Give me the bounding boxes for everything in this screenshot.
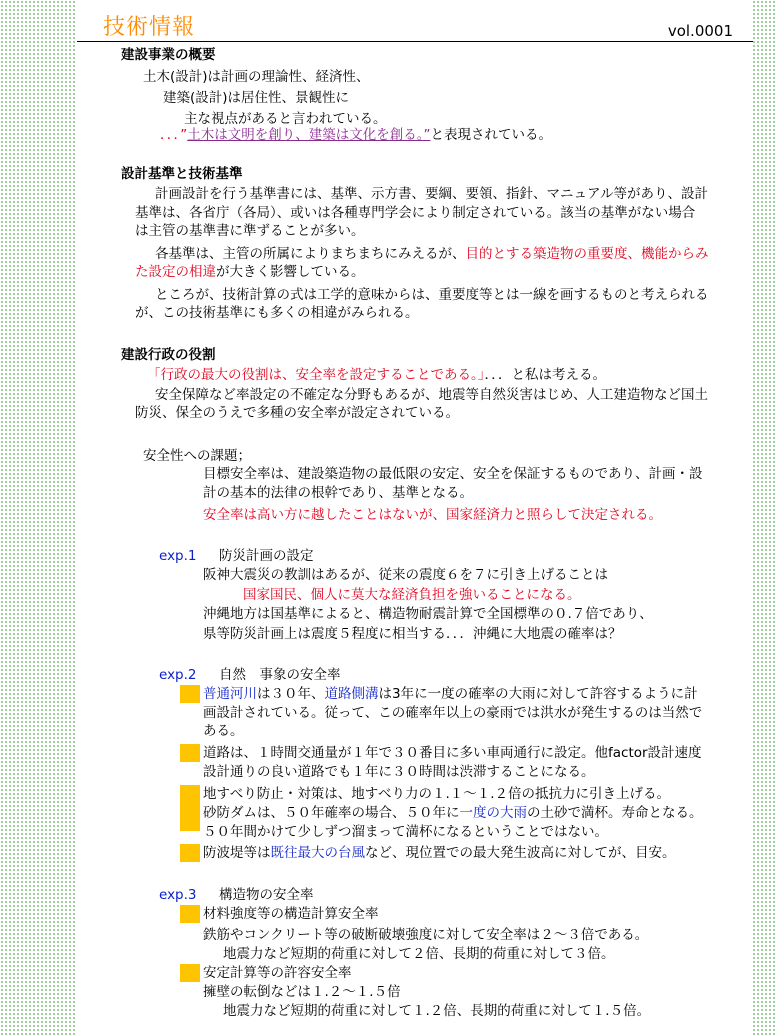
page-title: 技術情報	[103, 15, 196, 40]
highlight-text: 国家国民、個人に莫大な経済負担を強いることになる。	[243, 587, 581, 603]
blue-term: 普通河川	[203, 686, 257, 702]
text-span: ．．．と私は考える。	[484, 367, 606, 383]
text-line: 土木(設計)は計画の理論性、経済性、	[143, 69, 370, 85]
example-title: 防災計画の設定	[219, 548, 314, 564]
ellipsis: ．．．”	[160, 127, 188, 143]
text-line	[203, 685, 698, 703]
text-line	[135, 263, 365, 281]
text-line: 建築(設計)は居住性、景観性に	[163, 90, 350, 106]
volume-number: vol.0001	[667, 22, 733, 40]
text-line: 県等防災計画上は震度５程度に相当する．．．沖縄に大地震の確率は？	[203, 626, 622, 642]
text-line: 主な視点があると言われている。	[184, 111, 387, 127]
highlight-marker	[180, 785, 200, 831]
highlight-text: 安全率は高い方に越したことはないが、国家経済力と照らして決定される。	[203, 507, 662, 523]
text-span: 各基準は、主管の所属によりまちまちにみえるが、	[155, 246, 466, 262]
header	[77, 0, 753, 42]
example-label: exp.3	[159, 887, 197, 903]
text-line: 防災、保全のうえで多種の安全率が設定されている。	[135, 405, 459, 421]
example-label: exp.2	[159, 667, 197, 683]
text-line: は主管の基準書に準ずることが多い。	[135, 223, 365, 239]
text-line: 道路は、１時間交通量が１年で３０番目に多い車両通行に設定。他factor設計速度	[203, 745, 702, 761]
text-line: 目標安全率は、建設築造物の最低限の安定、安全を保証するものであり、計画・設	[203, 466, 703, 482]
text-span: 砂防ダムは、５０年確率の場合、５０年に	[203, 805, 460, 821]
highlight-text: 「行政の最大の役割は、安全率を設定することである。」	[147, 367, 485, 383]
text-line: 鉄筋やコンクリート等の破断破壊強度に対して安全率は２～３倍である。	[203, 927, 649, 943]
text-span: は3年に一度の確率の大雨に対して許容するように計	[378, 686, 698, 702]
text-line: ５０年間かけて少しずつ溜まって満杯になるということではない。	[203, 824, 608, 840]
text-line: 擁壁の転倒などは１.２～１.５倍	[203, 984, 401, 1000]
text-line	[155, 245, 709, 263]
blue-term: 一度の大雨	[459, 805, 527, 821]
text-line	[147, 366, 606, 384]
text-line: ある。	[203, 723, 244, 739]
example-title: 構造物の安全率	[219, 887, 314, 903]
text-line: 計画設計を行う基準書には、基準、示方書、要綱、要領、指針、マニュアル等があり、設計	[155, 186, 708, 202]
text-line: 材料強度等の構造計算安全率	[203, 906, 379, 922]
text-line	[203, 804, 703, 822]
text-span: 防波堤等は	[203, 845, 271, 861]
header-rule	[77, 41, 753, 42]
document-page	[77, 0, 753, 1036]
highlight-marker	[180, 905, 200, 923]
text-line: 設計通りの良い道路でも１年に３０時間は渋滞することになる。	[203, 764, 595, 780]
subheading-safety-issues: 安全性への課題；	[143, 448, 251, 464]
highlight-text: 目的とする築造物の重要度、機能からみ	[465, 246, 709, 262]
section-heading-administration: 建設行政の役割	[121, 347, 216, 363]
text-line	[203, 844, 676, 862]
text-line: ところが、技術計算の式は工学的意味からは、重要度等とは一線を画するものと考えられる	[155, 287, 709, 303]
highlight-marker	[180, 685, 200, 703]
highlight-marker	[180, 964, 200, 982]
text-line: 計の基本的法律の根幹であり、基準となる。	[203, 485, 473, 501]
highlight-marker	[180, 744, 200, 762]
text-line: 地すべり防止・対策は、地すべり力の１.１～１.２倍の抵抗力に引き上げる。	[203, 786, 671, 802]
blue-term: 既往最大の台風	[270, 845, 365, 861]
highlight-marker	[180, 844, 200, 862]
section-heading-overview: 建設事業の概要	[121, 47, 216, 63]
text-span: は３０年、	[257, 686, 325, 702]
highlight-text: た設定の相違	[135, 264, 216, 280]
text-span: など、現位置での最大発生波高に対してが、目安。	[365, 845, 676, 861]
text-line: 安定計算等の許容安全率	[203, 965, 352, 981]
quote-text: 土木は文明を創り、建築は文化を創る。”	[187, 127, 431, 143]
text-line: が、この技術基準にも多くの相違がみられる。	[135, 305, 419, 321]
text-line: 地震力など短期的荷重に対して１.２倍、長期的荷重に対して１.５倍。	[223, 1003, 651, 1019]
text-span: の土砂で満杯。寿命となる。	[527, 805, 703, 821]
text-line: 沖縄地方は国基準によると、構造物耐震計算で全国標準の０.７倍であり、	[203, 606, 653, 622]
text-line: 基準は、各省庁（各局）、或いは各種専門学会により制定されている。該当の基準がない場合	[135, 205, 696, 221]
blue-term: 道路側溝	[324, 686, 379, 702]
quote-suffix: と表現されている。	[430, 127, 552, 143]
section-heading-standards: 設計基準と技術基準	[121, 166, 243, 182]
text-line: 阪神大震災の教訓はあるが、従来の震度６を７に引き上げることは	[203, 567, 608, 583]
quote-line	[160, 126, 552, 144]
text-line: 地震力など短期的荷重に対して２倍、長期的荷重に対して３倍。	[223, 946, 615, 962]
text-line: 画設計されている。従って、この確率年以上の豪雨では洪水が発生するのは当然で	[203, 705, 703, 721]
text-span: が大きく影響している。	[216, 264, 365, 280]
text-line: 安全保障など率設定の不確定な分野もあるが、地震等自然災害はじめ、人工建造物など国土	[155, 387, 708, 403]
example-label: exp.1	[159, 548, 197, 564]
example-title: 自然 事象の安全率	[219, 667, 341, 683]
